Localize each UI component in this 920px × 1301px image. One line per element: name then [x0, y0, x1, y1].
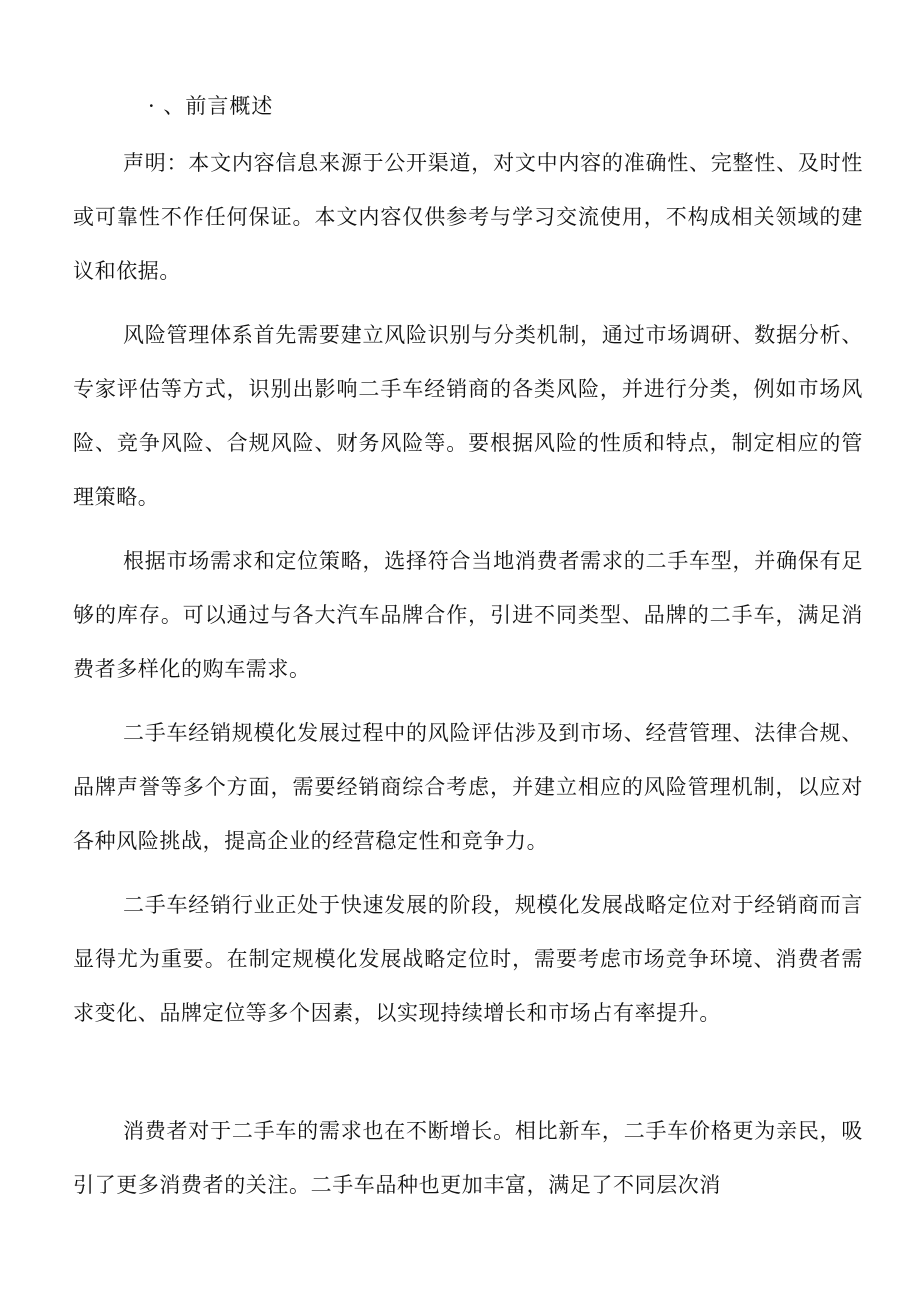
paragraph-strategy: 二手车经销行业正处于快速发展的阶段，规模化发展战略定位对于经销商而言显得尤为重要。在制定规模化发展战略定位时，需要考虑市场竞争环境、消费者需求变化、品牌定位等多个因素，以实现持续增长和市场占有率提升。 [73, 893, 863, 1025]
paragraph-inventory: 根据市场需求和定位策略，选择符合当地消费者需求的二手车型，并确保有足够的库存。可以通过与各大汽车品牌合作，引进不同类型、品牌的二手车，满足消费者多样化的购车需求。 [73, 549, 863, 681]
paragraph-risk-system: 风险管理体系首先需要建立风险识别与分类机制，通过市场调研、数据分析、专家评估等方式，识别出影响二手车经销商的各类风险，并进行分类，例如市场风险、竞争风险、合规风险、财务风险等。要根据风险的性质和特点，制定相应的管理策略。 [73, 323, 863, 509]
paragraph-disclaimer: 声明：本文内容信息来源于公开渠道，对文中内容的准确性、完整性、及时性或可靠性不作任何保证。本文内容仅供参考与学习交流使用，不构成相关领域的建议和依据。 [73, 151, 863, 283]
paragraph-consumer-demand: 消费者对于二手车的需求也在不断增长。相比新车，二手车价格更为亲民，吸引了更多消费者的关注。二手车品种也更加丰富，满足了不同层次消 [73, 1119, 863, 1197]
section-heading: · 、前言概述 [148, 94, 274, 118]
paragraph-risk-assessment: 二手车经销规模化发展过程中的风险评估涉及到市场、经营管理、法律合规、品牌声誉等多个方面，需要经销商综合考虑，并建立相应的风险管理机制，以应对各种风险挑战，提高企业的经营稳定性和竞争力。 [73, 721, 863, 853]
